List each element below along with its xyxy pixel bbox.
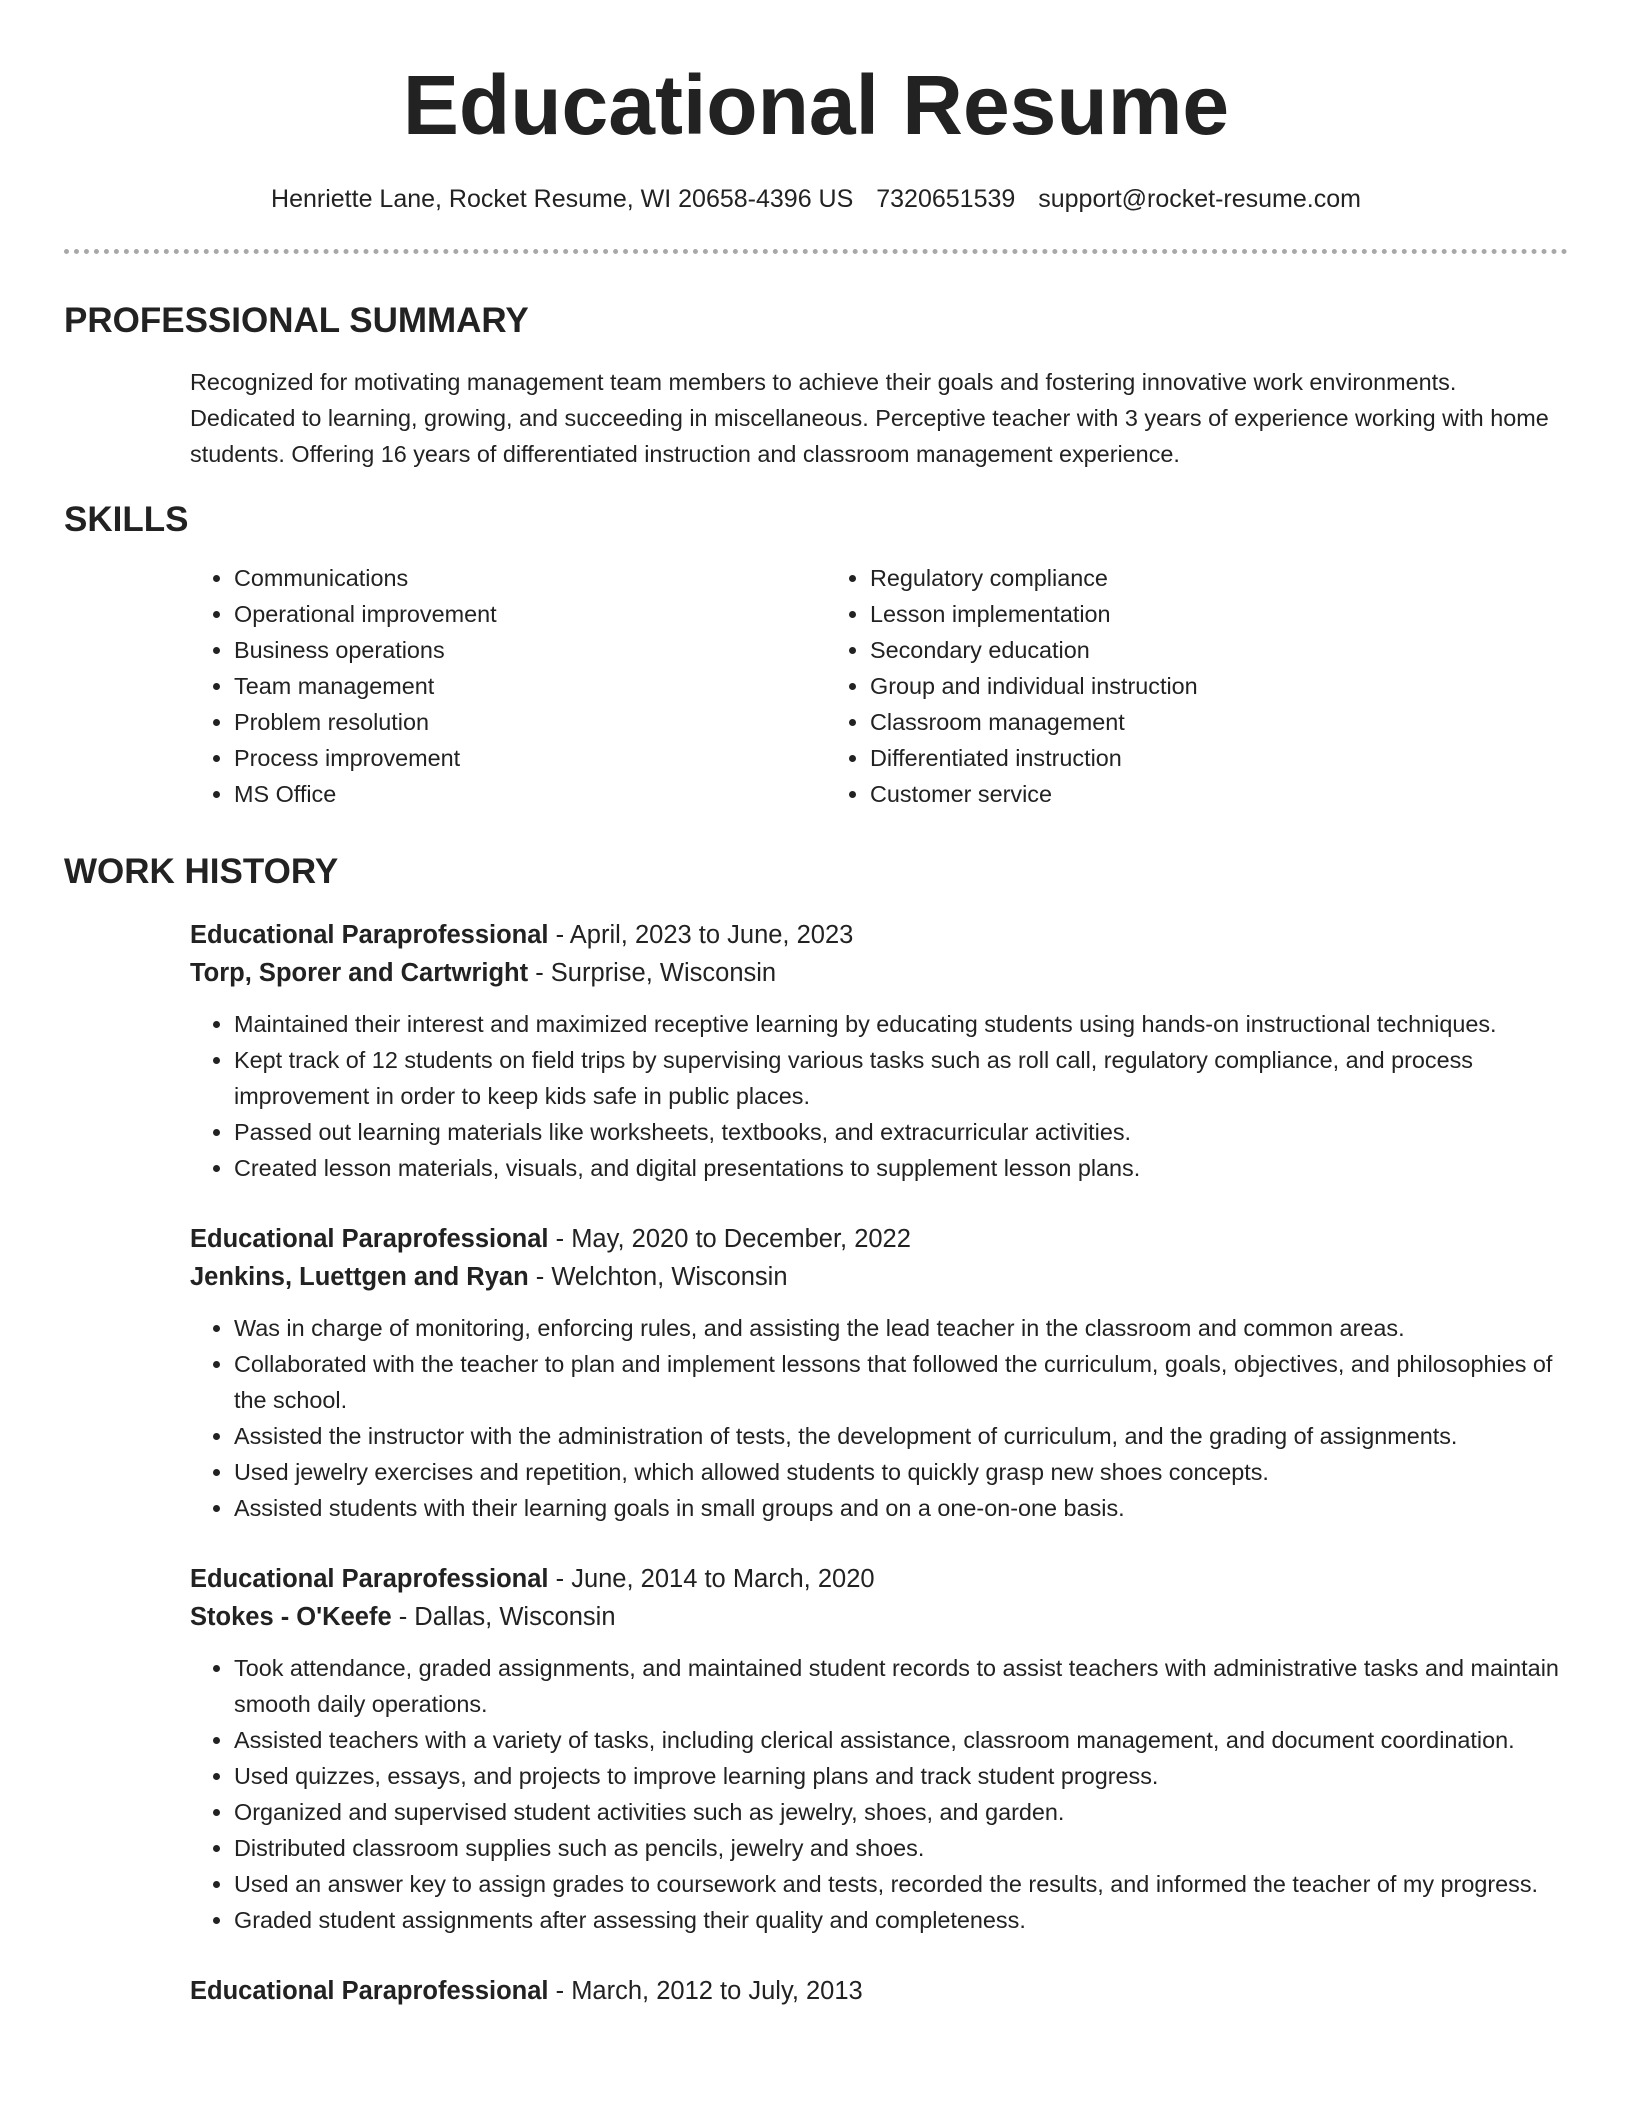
skill-item: • Team management [234, 668, 826, 704]
job-company: Stokes - O'Keefe [190, 1603, 392, 1631]
job-dates: - June, 2014 to March, 2020 [548, 1565, 875, 1593]
job-bullets [190, 1310, 1568, 1526]
job-title-line [190, 1972, 1568, 2010]
job-bullet: • Collaborated with the teacher to plan and implement lessons that followed the curriculum, goals, objectives, and philosophies of the school. [234, 1346, 1568, 1418]
contact-line [64, 182, 1568, 216]
job-dates: - March, 2012 to July, 2013 [548, 1977, 863, 2005]
job-bullet: • Took attendance, graded assignments, and maintained student records to assist teachers with administrative tasks and maintain smooth daily operations. [234, 1650, 1568, 1722]
skill-item: • MS Office [234, 776, 826, 812]
job-bullets [190, 1650, 1568, 1938]
job-location: - Welchton, Wisconsin [528, 1263, 788, 1291]
skills-list [190, 560, 1568, 812]
skill-item: • Regulatory compliance [870, 560, 1462, 596]
section-title-work-history: WORK HISTORY [64, 852, 339, 891]
contact-phone: 7320651539 [876, 185, 1016, 213]
job-title: Educational Paraprofessional [190, 1225, 549, 1253]
job-bullet: • Was in charge of monitoring, enforcing rules, and assisting the lead teacher in the classroom and common areas. [234, 1310, 1568, 1346]
section-title-skills: SKILLS [64, 500, 189, 539]
job-bullet: • Assisted teachers with a variety of tasks, including clerical assistance, classroom management, and document coordination. [234, 1722, 1568, 1758]
job-company: Jenkins, Luettgen and Ryan [190, 1263, 529, 1291]
job-title: Educational Paraprofessional [190, 921, 549, 949]
skill-item: • Communications [234, 560, 826, 596]
job-bullet: • Used an answer key to assign grades to coursework and tests, recorded the results, and informed the teacher of my progress. [234, 1866, 1568, 1902]
skill-item: • Group and individual instruction [870, 668, 1462, 704]
skill-item: • Process improvement [234, 740, 826, 776]
job-bullet: • Passed out learning materials like worksheets, textbooks, and extracurricular activities. [234, 1114, 1568, 1150]
header-divider [64, 249, 1568, 254]
job-bullet: • Kept track of 12 students on field trips by supervising various tasks such as roll call, regulatory compliance, and process improvement in order to keep kids safe in public places. [234, 1042, 1568, 1114]
job-bullet: • Organized and supervised student activities such as jewelry, shoes, and garden. [234, 1794, 1568, 1830]
job-title: Educational Paraprofessional [190, 1565, 549, 1593]
job-dates: - April, 2023 to June, 2023 [548, 921, 854, 949]
skill-item: • Business operations [234, 632, 826, 668]
job-bullet: • Assisted the instructor with the administration of tests, the development of curriculum, and the grading of assignments. [234, 1418, 1568, 1454]
skill-item: • Classroom management [870, 704, 1462, 740]
job-company-line [190, 1258, 1568, 1296]
job-company-line [190, 954, 1568, 992]
job-entry [190, 1972, 1568, 2010]
job-location: - Dallas, Wisconsin [391, 1603, 616, 1631]
summary-text: Recognized for motivating management team members to achieve their goals and fostering innovative work environments. Dedicated to learning, growing, and succeeding in miscellaneous. Perceptive teacher with 3 years of experience working with home students. Offering 16 years of differentiated instruction and classroom management experience. [190, 369, 1549, 467]
resume-title: Educational Resume [402, 58, 1230, 152]
skill-item: • Operational improvement [234, 596, 826, 632]
section-title-summary: PROFESSIONAL SUMMARY [64, 301, 529, 340]
job-bullet: • Used jewelry exercises and repetition, which allowed students to quickly grasp new shoes concepts. [234, 1454, 1568, 1490]
job-bullets [190, 1006, 1568, 1186]
job-company: Torp, Sporer and Cartwright [190, 959, 529, 987]
job-dates: - May, 2020 to December, 2022 [548, 1225, 911, 1253]
skill-item: • Customer service [870, 776, 1462, 812]
job-company-line [190, 1598, 1568, 1636]
job-entry [190, 916, 1568, 1186]
skills-column-right [826, 560, 1462, 812]
job-title-line [190, 1560, 1568, 1598]
job-title-line [190, 916, 1568, 954]
skill-item: • Problem resolution [234, 704, 826, 740]
job-location: - Surprise, Wisconsin [528, 959, 777, 987]
job-bullet: • Created lesson materials, visuals, and digital presentations to supplement lesson plans. [234, 1150, 1568, 1186]
job-bullet: • Graded student assignments after assessing their quality and completeness. [234, 1902, 1568, 1938]
job-bullet: • Maintained their interest and maximized receptive learning by educating students using hands-on instructional techniques. [234, 1006, 1568, 1042]
job-title: Educational Paraprofessional [190, 1977, 549, 2005]
job-title-line [190, 1220, 1568, 1258]
job-bullet: • Assisted students with their learning goals in small groups and on a one-on-one basis. [234, 1490, 1568, 1526]
contact-address: Henriette Lane, Rocket Resume, WI 20658-4396 US [271, 185, 854, 213]
skill-item: • Secondary education [870, 632, 1462, 668]
skill-item: • Differentiated instruction [870, 740, 1462, 776]
skills-column-left [190, 560, 826, 812]
skill-item: • Lesson implementation [870, 596, 1462, 632]
job-bullet: • Used quizzes, essays, and projects to improve learning plans and track student progress. [234, 1758, 1568, 1794]
job-entry [190, 1560, 1568, 1938]
job-bullet: • Distributed classroom supplies such as pencils, jewelry and shoes. [234, 1830, 1568, 1866]
contact-email: support@rocket-resume.com [1038, 185, 1361, 213]
job-entry [190, 1220, 1568, 1526]
